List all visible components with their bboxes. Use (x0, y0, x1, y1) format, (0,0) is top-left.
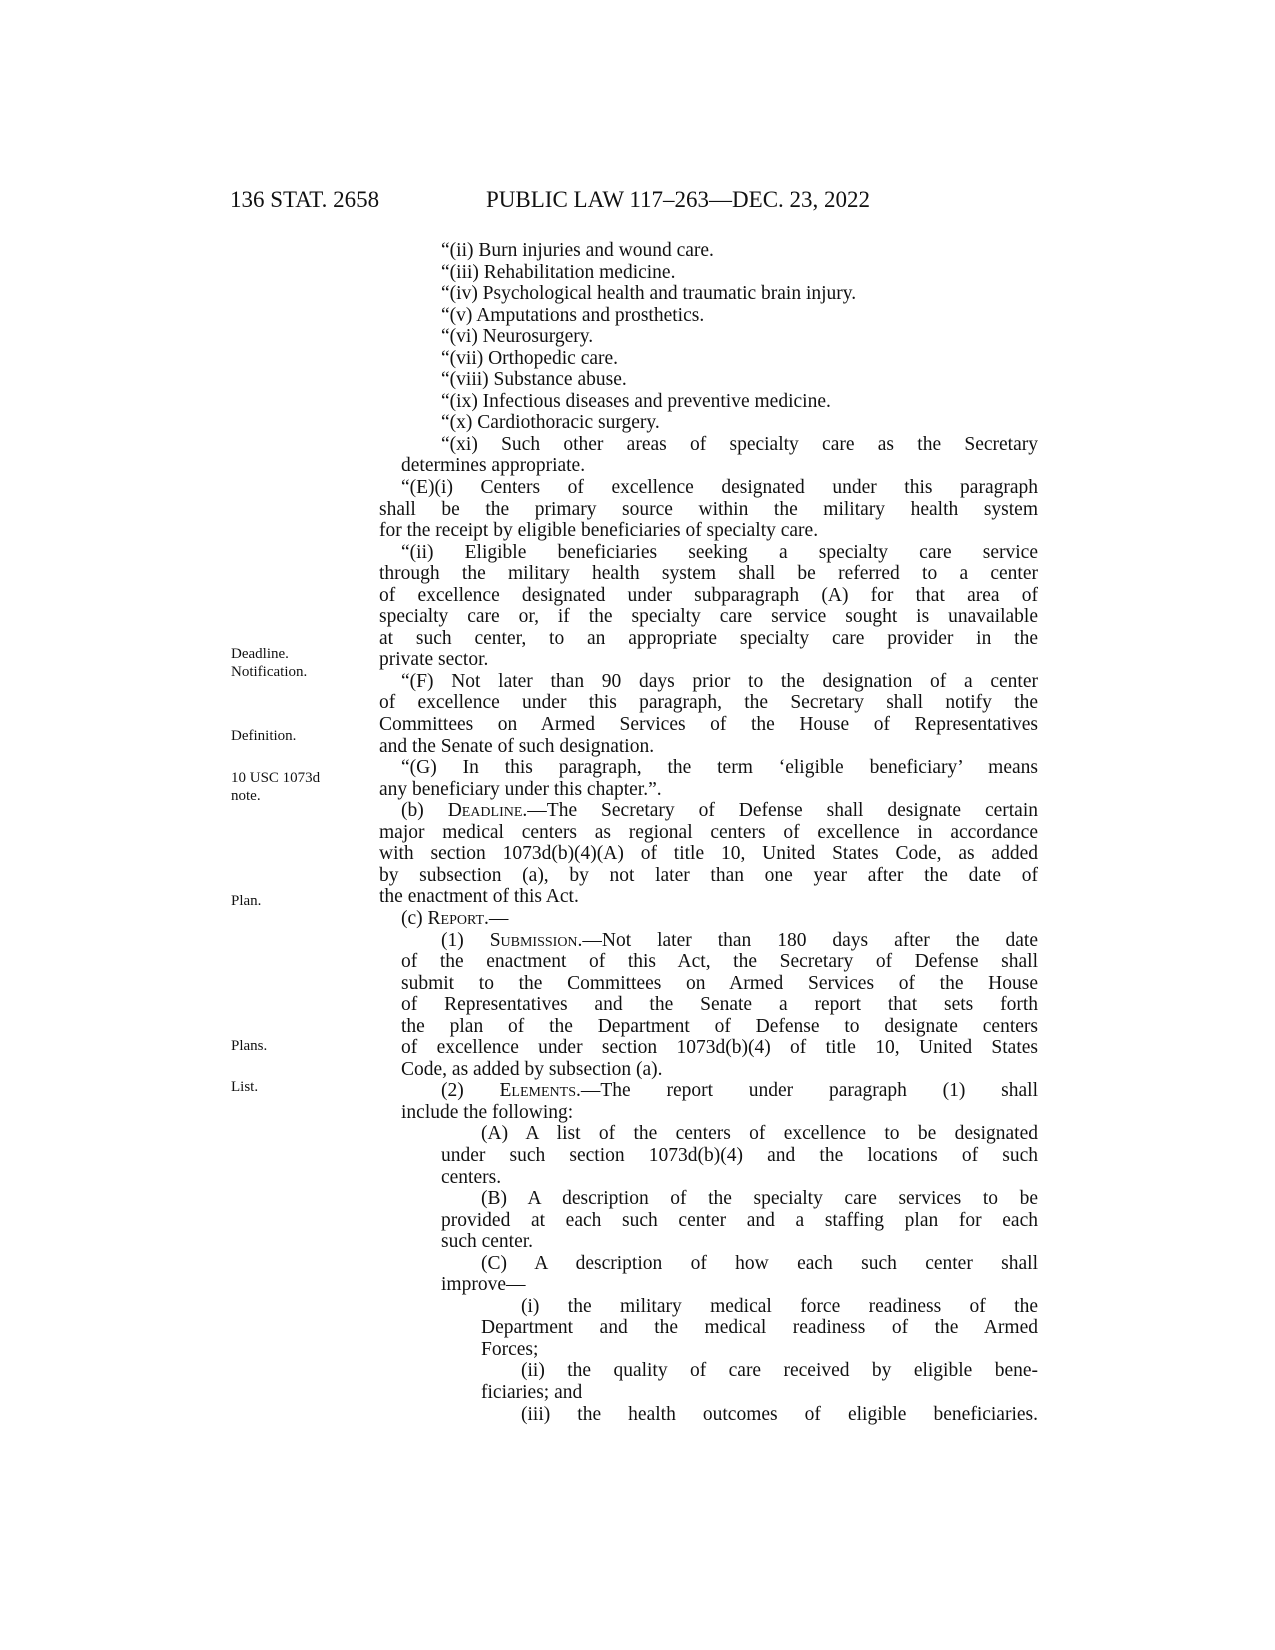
text-line: of excellence under section 1073d(b)(4) of title 10, United States (401, 1037, 1038, 1059)
text-run: (2) (441, 1080, 500, 1102)
text-line: “(E)(i) Centers of excellence designated under this paragraph (401, 477, 1038, 499)
text-run: (c) (401, 907, 428, 929)
section-heading: Submission (489, 929, 578, 951)
text-line: “(ix) Infectious diseases and preventive medicine. (441, 390, 831, 412)
text-line: “(vii) Orthopedic care. (441, 347, 619, 369)
text-line: “(xi) Such other areas of specialty care as the Secretary (441, 433, 1038, 455)
section-heading: Elements (499, 1080, 576, 1102)
section-heading: Deadline (447, 800, 523, 822)
text-line: through the military health system shall be referred to a center (379, 563, 1038, 585)
text-line (401, 908, 1038, 930)
text-line: (i) the military medical force readiness of the (521, 1295, 1038, 1317)
text-run: (b) (401, 800, 448, 822)
section-heading: Report (427, 907, 485, 929)
text-line: of Representatives and the Senate a report that sets forth (401, 994, 1038, 1016)
text-line: the enactment of this Act. (379, 886, 579, 908)
text-line (401, 800, 1038, 822)
text-line (441, 1080, 1038, 1102)
text-run: .—The report under paragraph (1) shall (575, 1080, 1038, 1102)
text-line: at such center, to an appropriate specialty care provider in the (379, 627, 1038, 649)
text-line: “(vi) Neurosurgery. (441, 326, 594, 348)
text-line: Code, as added by subsection (a). (401, 1058, 663, 1080)
text-line: “(viii) Substance abuse. (441, 369, 627, 391)
text-line: any beneficiary under this chapter.”. (379, 778, 662, 800)
text-line: the plan of the Department of Defense to designate centers (401, 1015, 1038, 1037)
text-line: “(x) Cardiothoracic surgery. (441, 412, 660, 434)
text-line: provided at each such center and a staffing plan for each (441, 1209, 1038, 1231)
text-line: with section 1073d(b)(4)(A) of title 10, United States Code, as added (379, 843, 1038, 865)
text-run: .— (484, 907, 509, 929)
text-line: private sector. (379, 649, 489, 671)
text-line: and the Senate of such designation. (379, 735, 655, 757)
margin-note-plan: Plan. (231, 893, 262, 909)
text-line: Forces; (481, 1338, 539, 1360)
text-line: shall be the primary source within the military health system (379, 498, 1038, 520)
text-line: centers. (441, 1166, 502, 1188)
text-line: improve— (441, 1274, 526, 1296)
text-line: “(v) Amputations and prosthetics. (441, 304, 705, 326)
text-line: for the receipt by eligible beneficiaries of specialty care. (379, 520, 819, 542)
text-line: Committees on Armed Services of the House of Representatives (379, 714, 1038, 736)
text-line: submit to the Committees on Armed Services of the House (401, 972, 1038, 994)
text-line: of the enactment of this Act, the Secretary of Defense shall (401, 951, 1038, 973)
text-line: Department and the medical readiness of the Armed (481, 1317, 1038, 1339)
margin-note-deadline: Deadline. Notification. (231, 646, 308, 680)
text-line: “(ii) Eligible beneficiaries seeking a specialty care service (401, 541, 1038, 563)
text-run: .—Not later than 180 days after the date (577, 929, 1038, 951)
text-run: .—The Secretary of Defense shall designate certain (522, 800, 1038, 822)
margin-note-plans: Plans. (231, 1038, 268, 1054)
margin-note-definition: Definition. (231, 728, 297, 744)
text-line: “(F) Not later than 90 days prior to the designation of a center (401, 670, 1038, 692)
text-line: major medical centers as regional centers of excellence in accordance (379, 821, 1038, 843)
text-line: under such section 1073d(b)(4) and the locations of such (441, 1144, 1038, 1166)
text-line: “(iii) Rehabilitation medicine. (441, 261, 676, 283)
text-line: “(G) In this paragraph, the term ‘eligible beneficiary’ means (401, 757, 1038, 779)
text-line: include the following: (401, 1101, 574, 1123)
text-line: by subsection (a), by not later than one year after the date of (379, 864, 1038, 886)
text-line: “(ii) Burn injuries and wound care. (441, 240, 714, 261)
text-line: such center. (441, 1231, 534, 1253)
text-line: (ii) the quality of care received by eligible bene- (521, 1360, 1038, 1382)
text-line: of excellence under this paragraph, the Secretary shall notify the (379, 692, 1038, 714)
body-text (379, 240, 1038, 1425)
margin-note-list: List. (231, 1079, 259, 1095)
text-line: specialty care or, if the specialty care service sought is unavailable (379, 606, 1038, 628)
text-line: “(iv) Psychological health and traumatic brain injury. (441, 283, 857, 305)
text-line: (A) A list of the centers of excellence to be designated (481, 1123, 1038, 1145)
text-line: ficiaries; and (481, 1381, 583, 1403)
margin-note-usc: 10 USC 1073d note. (231, 770, 321, 804)
text-line: determines appropriate. (401, 455, 586, 477)
text-run: (1) (441, 929, 490, 951)
running-header: PUBLIC LAW 117–263—DEC. 23, 2022 (486, 187, 871, 212)
text-line: (B) A description of the specialty care services to be (481, 1188, 1038, 1210)
page-reference: 136 STAT. 2658 (230, 187, 380, 212)
text-line: of excellence designated under subparagraph (A) for that area of (379, 584, 1038, 606)
text-line: (iii) the health outcomes of eligible beneficiaries. (521, 1403, 1038, 1425)
text-line: (C) A description of how each such center shall (481, 1252, 1038, 1274)
text-line (441, 930, 1038, 952)
